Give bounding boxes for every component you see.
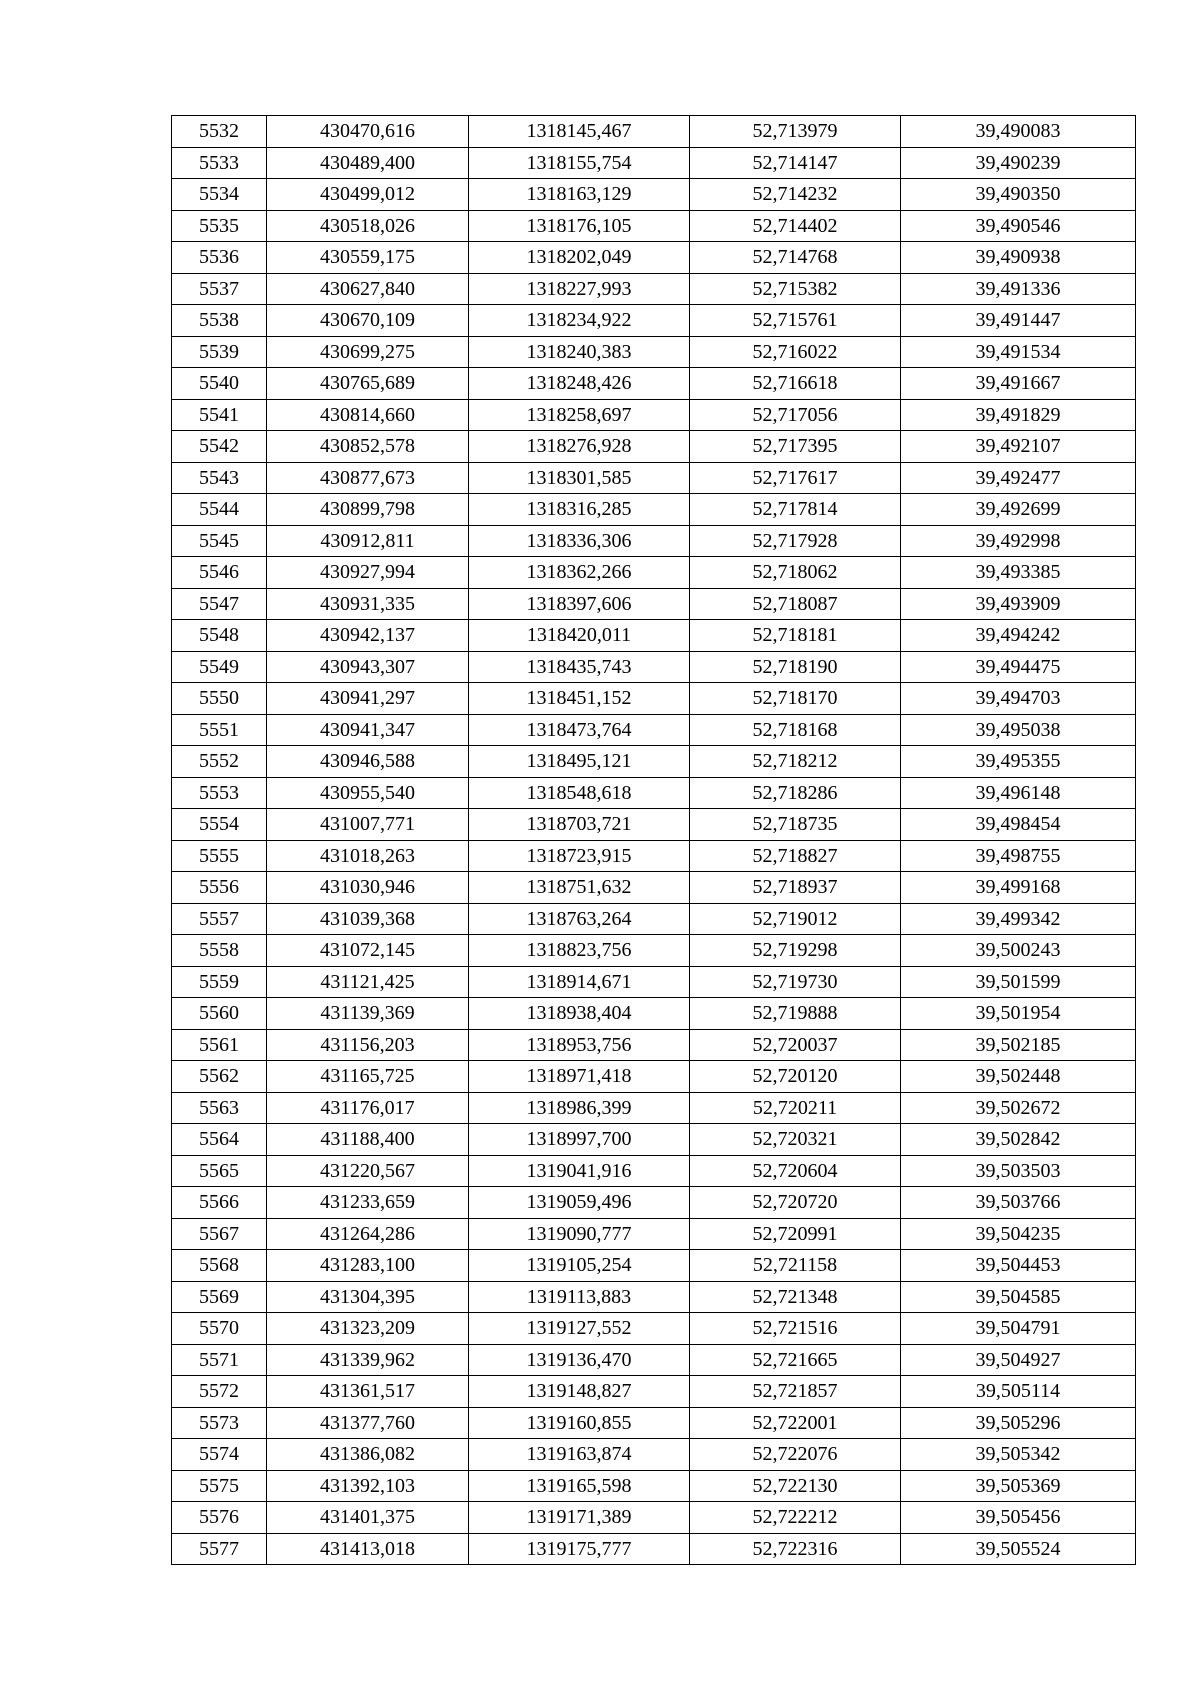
table-row	[172, 336, 1136, 368]
y-coordinate-cell: 1318763,264	[469, 903, 690, 935]
latitude-cell: 52,717928	[690, 525, 901, 557]
longitude-cell: 39,496148	[901, 777, 1136, 809]
point-number-cell: 5575	[172, 1470, 267, 1502]
longitude-cell: 39,494703	[901, 683, 1136, 715]
coordinates-table	[171, 115, 1136, 1565]
longitude-cell: 39,505342	[901, 1439, 1136, 1471]
table-row	[172, 1502, 1136, 1534]
table-row	[172, 935, 1136, 967]
point-number-cell: 5564	[172, 1124, 267, 1156]
latitude-cell: 52,715761	[690, 305, 901, 337]
longitude-cell: 39,504453	[901, 1250, 1136, 1282]
point-number-cell: 5570	[172, 1313, 267, 1345]
y-coordinate-cell: 1318953,756	[469, 1029, 690, 1061]
x-coordinate-cell: 431039,368	[267, 903, 469, 935]
table-row	[172, 840, 1136, 872]
point-number-cell: 5547	[172, 588, 267, 620]
y-coordinate-cell: 1319090,777	[469, 1218, 690, 1250]
longitude-cell: 39,504235	[901, 1218, 1136, 1250]
latitude-cell: 52,720321	[690, 1124, 901, 1156]
x-coordinate-cell: 431007,771	[267, 809, 469, 841]
x-coordinate-cell: 430946,588	[267, 746, 469, 778]
point-number-cell: 5569	[172, 1281, 267, 1313]
x-coordinate-cell: 430518,026	[267, 210, 469, 242]
latitude-cell: 52,720604	[690, 1155, 901, 1187]
x-coordinate-cell: 431030,946	[267, 872, 469, 904]
point-number-cell: 5539	[172, 336, 267, 368]
longitude-cell: 39,503503	[901, 1155, 1136, 1187]
longitude-cell: 39,501599	[901, 966, 1136, 998]
x-coordinate-cell: 430912,811	[267, 525, 469, 557]
longitude-cell: 39,495355	[901, 746, 1136, 778]
table-row	[172, 588, 1136, 620]
longitude-cell: 39,490350	[901, 179, 1136, 211]
x-coordinate-cell: 431176,017	[267, 1092, 469, 1124]
point-number-cell: 5553	[172, 777, 267, 809]
y-coordinate-cell: 1318276,928	[469, 431, 690, 463]
x-coordinate-cell: 431018,263	[267, 840, 469, 872]
x-coordinate-cell: 431188,400	[267, 1124, 469, 1156]
point-number-cell: 5548	[172, 620, 267, 652]
y-coordinate-cell: 1318227,993	[469, 273, 690, 305]
coordinates-table-body	[172, 116, 1136, 1565]
y-coordinate-cell: 1319059,496	[469, 1187, 690, 1219]
latitude-cell: 52,716618	[690, 368, 901, 400]
x-coordinate-cell: 431220,567	[267, 1155, 469, 1187]
x-coordinate-cell: 431377,760	[267, 1407, 469, 1439]
longitude-cell: 39,492699	[901, 494, 1136, 526]
latitude-cell: 52,719012	[690, 903, 901, 935]
table-row	[172, 777, 1136, 809]
y-coordinate-cell: 1318451,152	[469, 683, 690, 715]
latitude-cell: 52,721158	[690, 1250, 901, 1282]
table-row	[172, 1407, 1136, 1439]
table-row	[172, 116, 1136, 148]
longitude-cell: 39,491667	[901, 368, 1136, 400]
x-coordinate-cell: 431139,369	[267, 998, 469, 1030]
table-row	[172, 1281, 1136, 1313]
point-number-cell: 5566	[172, 1187, 267, 1219]
point-number-cell: 5560	[172, 998, 267, 1030]
point-number-cell: 5571	[172, 1344, 267, 1376]
table-row	[172, 620, 1136, 652]
latitude-cell: 52,717395	[690, 431, 901, 463]
y-coordinate-cell: 1319171,389	[469, 1502, 690, 1534]
x-coordinate-cell: 430931,335	[267, 588, 469, 620]
table-row	[172, 273, 1136, 305]
latitude-cell: 52,720991	[690, 1218, 901, 1250]
latitude-cell: 52,718170	[690, 683, 901, 715]
latitude-cell: 52,717617	[690, 462, 901, 494]
latitude-cell: 52,722130	[690, 1470, 901, 1502]
point-number-cell: 5559	[172, 966, 267, 998]
y-coordinate-cell: 1319136,470	[469, 1344, 690, 1376]
point-number-cell: 5537	[172, 273, 267, 305]
x-coordinate-cell: 430941,297	[267, 683, 469, 715]
table-row	[172, 1187, 1136, 1219]
point-number-cell: 5534	[172, 179, 267, 211]
y-coordinate-cell: 1318397,606	[469, 588, 690, 620]
y-coordinate-cell: 1318997,700	[469, 1124, 690, 1156]
longitude-cell: 39,491829	[901, 399, 1136, 431]
table-row	[172, 1092, 1136, 1124]
x-coordinate-cell: 430943,307	[267, 651, 469, 683]
y-coordinate-cell: 1318435,743	[469, 651, 690, 683]
latitude-cell: 52,722316	[690, 1533, 901, 1565]
x-coordinate-cell: 430627,840	[267, 273, 469, 305]
table-row	[172, 1124, 1136, 1156]
y-coordinate-cell: 1318240,383	[469, 336, 690, 368]
point-number-cell: 5538	[172, 305, 267, 337]
longitude-cell: 39,493909	[901, 588, 1136, 620]
latitude-cell: 52,718190	[690, 651, 901, 683]
latitude-cell: 52,719730	[690, 966, 901, 998]
latitude-cell: 52,714147	[690, 147, 901, 179]
longitude-cell: 39,492107	[901, 431, 1136, 463]
y-coordinate-cell: 1318248,426	[469, 368, 690, 400]
y-coordinate-cell: 1318971,418	[469, 1061, 690, 1093]
point-number-cell: 5558	[172, 935, 267, 967]
point-number-cell: 5533	[172, 147, 267, 179]
y-coordinate-cell: 1318163,129	[469, 179, 690, 211]
y-coordinate-cell: 1319160,855	[469, 1407, 690, 1439]
latitude-cell: 52,717056	[690, 399, 901, 431]
table-row	[172, 1061, 1136, 1093]
longitude-cell: 39,505456	[901, 1502, 1136, 1534]
x-coordinate-cell: 430499,012	[267, 179, 469, 211]
point-number-cell: 5551	[172, 714, 267, 746]
y-coordinate-cell: 1318234,922	[469, 305, 690, 337]
x-coordinate-cell: 431072,145	[267, 935, 469, 967]
table-row	[172, 1533, 1136, 1565]
longitude-cell: 39,492477	[901, 462, 1136, 494]
point-number-cell: 5573	[172, 1407, 267, 1439]
x-coordinate-cell: 431165,725	[267, 1061, 469, 1093]
latitude-cell: 52,721665	[690, 1344, 901, 1376]
latitude-cell: 52,720120	[690, 1061, 901, 1093]
longitude-cell: 39,502185	[901, 1029, 1136, 1061]
y-coordinate-cell: 1318751,632	[469, 872, 690, 904]
longitude-cell: 39,494475	[901, 651, 1136, 683]
table-row	[172, 557, 1136, 589]
point-number-cell: 5562	[172, 1061, 267, 1093]
point-number-cell: 5543	[172, 462, 267, 494]
y-coordinate-cell: 1318914,671	[469, 966, 690, 998]
table-row	[172, 714, 1136, 746]
x-coordinate-cell: 430814,660	[267, 399, 469, 431]
y-coordinate-cell: 1319175,777	[469, 1533, 690, 1565]
x-coordinate-cell: 430955,540	[267, 777, 469, 809]
latitude-cell: 52,718168	[690, 714, 901, 746]
x-coordinate-cell: 430699,275	[267, 336, 469, 368]
latitude-cell: 52,720037	[690, 1029, 901, 1061]
y-coordinate-cell: 1319165,598	[469, 1470, 690, 1502]
x-coordinate-cell: 431233,659	[267, 1187, 469, 1219]
y-coordinate-cell: 1318316,285	[469, 494, 690, 526]
table-row	[172, 462, 1136, 494]
longitude-cell: 39,491336	[901, 273, 1136, 305]
point-number-cell: 5572	[172, 1376, 267, 1408]
longitude-cell: 39,500243	[901, 935, 1136, 967]
table-row	[172, 1376, 1136, 1408]
y-coordinate-cell: 1318258,697	[469, 399, 690, 431]
latitude-cell: 52,718827	[690, 840, 901, 872]
longitude-cell: 39,505524	[901, 1533, 1136, 1565]
longitude-cell: 39,505296	[901, 1407, 1136, 1439]
point-number-cell: 5541	[172, 399, 267, 431]
longitude-cell: 39,504791	[901, 1313, 1136, 1345]
latitude-cell: 52,722212	[690, 1502, 901, 1534]
longitude-cell: 39,501954	[901, 998, 1136, 1030]
longitude-cell: 39,505114	[901, 1376, 1136, 1408]
x-coordinate-cell: 431323,209	[267, 1313, 469, 1345]
x-coordinate-cell: 431386,082	[267, 1439, 469, 1471]
latitude-cell: 52,714402	[690, 210, 901, 242]
table-row	[172, 809, 1136, 841]
point-number-cell: 5532	[172, 116, 267, 148]
latitude-cell: 52,722001	[690, 1407, 901, 1439]
y-coordinate-cell: 1319127,552	[469, 1313, 690, 1345]
table-row	[172, 368, 1136, 400]
table-row	[172, 683, 1136, 715]
table-row	[172, 998, 1136, 1030]
y-coordinate-cell: 1318202,049	[469, 242, 690, 274]
table-row	[172, 651, 1136, 683]
y-coordinate-cell: 1318473,764	[469, 714, 690, 746]
table-row	[172, 242, 1136, 274]
x-coordinate-cell: 430941,347	[267, 714, 469, 746]
y-coordinate-cell: 1319163,874	[469, 1439, 690, 1471]
point-number-cell: 5561	[172, 1029, 267, 1061]
point-number-cell: 5540	[172, 368, 267, 400]
table-row	[172, 1218, 1136, 1250]
latitude-cell: 52,715382	[690, 273, 901, 305]
point-number-cell: 5565	[172, 1155, 267, 1187]
point-number-cell: 5542	[172, 431, 267, 463]
table-row	[172, 1344, 1136, 1376]
table-row	[172, 872, 1136, 904]
x-coordinate-cell: 431156,203	[267, 1029, 469, 1061]
latitude-cell: 52,718181	[690, 620, 901, 652]
latitude-cell: 52,714232	[690, 179, 901, 211]
point-number-cell: 5556	[172, 872, 267, 904]
y-coordinate-cell: 1318703,721	[469, 809, 690, 841]
x-coordinate-cell: 430877,673	[267, 462, 469, 494]
longitude-cell: 39,504927	[901, 1344, 1136, 1376]
longitude-cell: 39,502842	[901, 1124, 1136, 1156]
table-row	[172, 179, 1136, 211]
table-row	[172, 1470, 1136, 1502]
longitude-cell: 39,502448	[901, 1061, 1136, 1093]
table-row	[172, 1029, 1136, 1061]
latitude-cell: 52,718062	[690, 557, 901, 589]
point-number-cell: 5577	[172, 1533, 267, 1565]
x-coordinate-cell: 431392,103	[267, 1470, 469, 1502]
longitude-cell: 39,492998	[901, 525, 1136, 557]
longitude-cell: 39,495038	[901, 714, 1136, 746]
longitude-cell: 39,503766	[901, 1187, 1136, 1219]
longitude-cell: 39,493385	[901, 557, 1136, 589]
x-coordinate-cell: 430559,175	[267, 242, 469, 274]
table-row	[172, 966, 1136, 998]
latitude-cell: 52,720211	[690, 1092, 901, 1124]
longitude-cell: 39,502672	[901, 1092, 1136, 1124]
longitude-cell: 39,490546	[901, 210, 1136, 242]
x-coordinate-cell: 431283,100	[267, 1250, 469, 1282]
point-number-cell: 5544	[172, 494, 267, 526]
x-coordinate-cell: 431121,425	[267, 966, 469, 998]
longitude-cell: 39,499168	[901, 872, 1136, 904]
latitude-cell: 52,722076	[690, 1439, 901, 1471]
y-coordinate-cell: 1318176,105	[469, 210, 690, 242]
y-coordinate-cell: 1318145,467	[469, 116, 690, 148]
latitude-cell: 52,721857	[690, 1376, 901, 1408]
y-coordinate-cell: 1319041,916	[469, 1155, 690, 1187]
latitude-cell: 52,719298	[690, 935, 901, 967]
x-coordinate-cell: 430489,400	[267, 147, 469, 179]
table-row	[172, 210, 1136, 242]
x-coordinate-cell: 430852,578	[267, 431, 469, 463]
y-coordinate-cell: 1319105,254	[469, 1250, 690, 1282]
longitude-cell: 39,490938	[901, 242, 1136, 274]
longitude-cell: 39,504585	[901, 1281, 1136, 1313]
latitude-cell: 52,716022	[690, 336, 901, 368]
table-row	[172, 305, 1136, 337]
latitude-cell: 52,721516	[690, 1313, 901, 1345]
y-coordinate-cell: 1318155,754	[469, 147, 690, 179]
point-number-cell: 5554	[172, 809, 267, 841]
latitude-cell: 52,717814	[690, 494, 901, 526]
latitude-cell: 52,718937	[690, 872, 901, 904]
y-coordinate-cell: 1318336,306	[469, 525, 690, 557]
x-coordinate-cell: 430927,994	[267, 557, 469, 589]
y-coordinate-cell: 1318420,011	[469, 620, 690, 652]
table-row	[172, 1313, 1136, 1345]
y-coordinate-cell: 1318362,266	[469, 557, 690, 589]
longitude-cell: 39,491447	[901, 305, 1136, 337]
longitude-cell: 39,499342	[901, 903, 1136, 935]
x-coordinate-cell: 430470,616	[267, 116, 469, 148]
x-coordinate-cell: 431339,962	[267, 1344, 469, 1376]
longitude-cell: 39,490239	[901, 147, 1136, 179]
point-number-cell: 5546	[172, 557, 267, 589]
latitude-cell: 52,720720	[690, 1187, 901, 1219]
x-coordinate-cell: 430765,689	[267, 368, 469, 400]
point-number-cell: 5536	[172, 242, 267, 274]
table-row	[172, 399, 1136, 431]
x-coordinate-cell: 431264,286	[267, 1218, 469, 1250]
y-coordinate-cell: 1318986,399	[469, 1092, 690, 1124]
y-coordinate-cell: 1318938,404	[469, 998, 690, 1030]
point-number-cell: 5576	[172, 1502, 267, 1534]
point-number-cell: 5535	[172, 210, 267, 242]
y-coordinate-cell: 1318495,121	[469, 746, 690, 778]
point-number-cell: 5545	[172, 525, 267, 557]
y-coordinate-cell: 1318548,618	[469, 777, 690, 809]
point-number-cell: 5567	[172, 1218, 267, 1250]
table-row	[172, 746, 1136, 778]
point-number-cell: 5557	[172, 903, 267, 935]
latitude-cell: 52,713979	[690, 116, 901, 148]
longitude-cell: 39,491534	[901, 336, 1136, 368]
point-number-cell: 5552	[172, 746, 267, 778]
table-row	[172, 1250, 1136, 1282]
longitude-cell: 39,498454	[901, 809, 1136, 841]
x-coordinate-cell: 431401,375	[267, 1502, 469, 1534]
longitude-cell: 39,490083	[901, 116, 1136, 148]
point-number-cell: 5555	[172, 840, 267, 872]
x-coordinate-cell: 430670,109	[267, 305, 469, 337]
latitude-cell: 52,718286	[690, 777, 901, 809]
latitude-cell: 52,719888	[690, 998, 901, 1030]
point-number-cell: 5550	[172, 683, 267, 715]
table-row	[172, 1155, 1136, 1187]
x-coordinate-cell: 431361,517	[267, 1376, 469, 1408]
table-row	[172, 494, 1136, 526]
y-coordinate-cell: 1318301,585	[469, 462, 690, 494]
x-coordinate-cell: 430942,137	[267, 620, 469, 652]
longitude-cell: 39,505369	[901, 1470, 1136, 1502]
longitude-cell: 39,494242	[901, 620, 1136, 652]
x-coordinate-cell: 430899,798	[267, 494, 469, 526]
latitude-cell: 52,718087	[690, 588, 901, 620]
point-number-cell: 5574	[172, 1439, 267, 1471]
y-coordinate-cell: 1318823,756	[469, 935, 690, 967]
y-coordinate-cell: 1318723,915	[469, 840, 690, 872]
latitude-cell: 52,721348	[690, 1281, 901, 1313]
x-coordinate-cell: 431304,395	[267, 1281, 469, 1313]
point-number-cell: 5563	[172, 1092, 267, 1124]
y-coordinate-cell: 1319148,827	[469, 1376, 690, 1408]
latitude-cell: 52,714768	[690, 242, 901, 274]
point-number-cell: 5568	[172, 1250, 267, 1282]
table-row	[172, 1439, 1136, 1471]
longitude-cell: 39,498755	[901, 840, 1136, 872]
x-coordinate-cell: 431413,018	[267, 1533, 469, 1565]
table-row	[172, 525, 1136, 557]
table-row	[172, 431, 1136, 463]
latitude-cell: 52,718212	[690, 746, 901, 778]
y-coordinate-cell: 1319113,883	[469, 1281, 690, 1313]
table-row	[172, 903, 1136, 935]
point-number-cell: 5549	[172, 651, 267, 683]
table-row	[172, 147, 1136, 179]
latitude-cell: 52,718735	[690, 809, 901, 841]
